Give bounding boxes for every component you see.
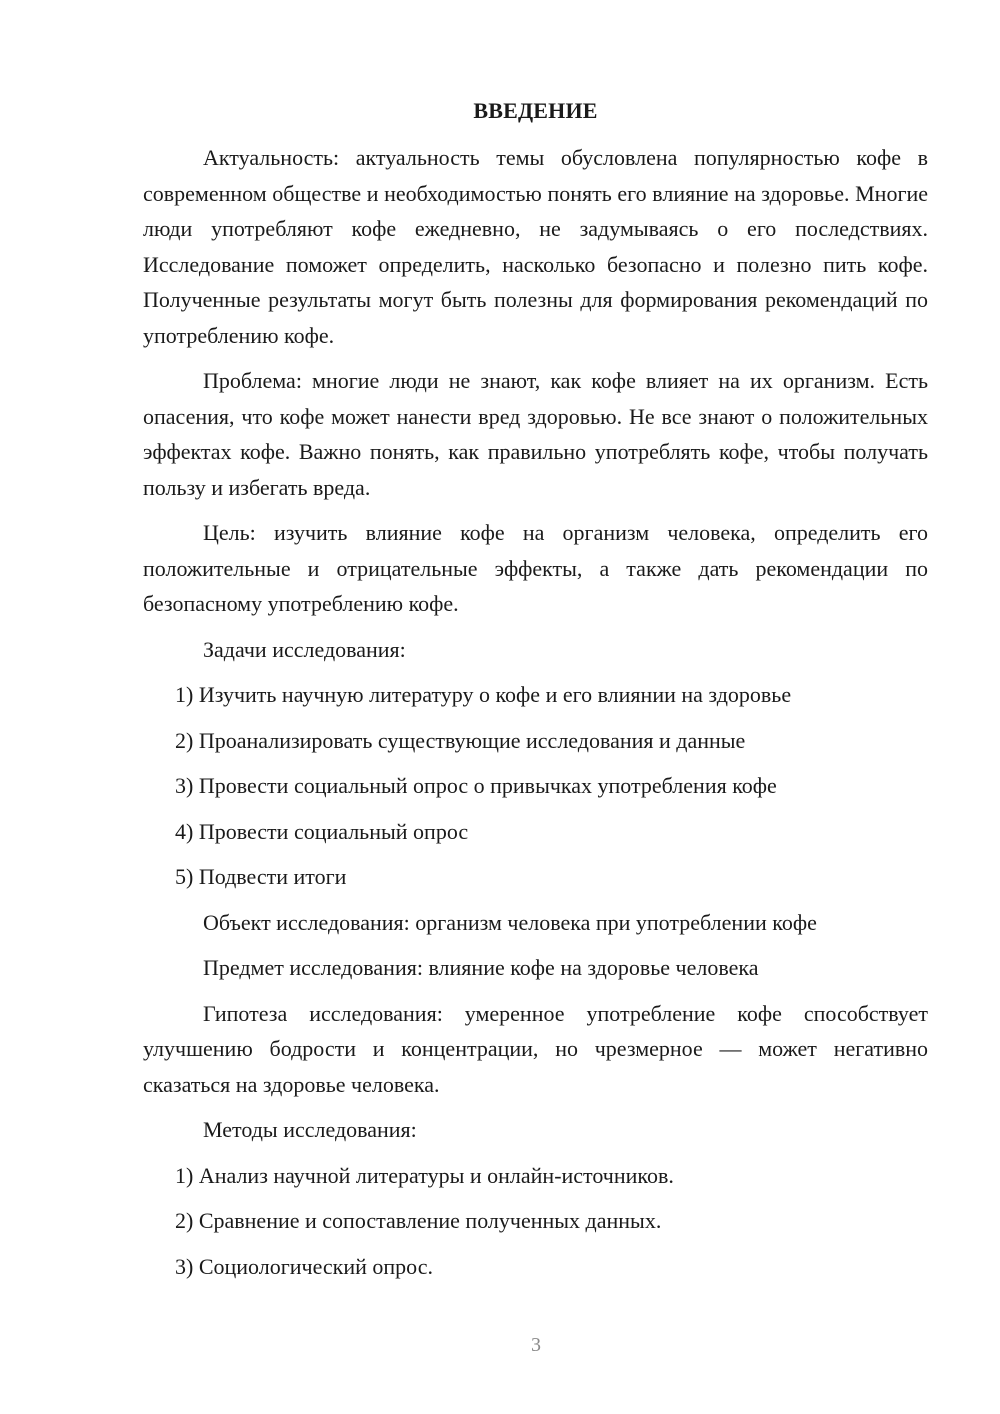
methods-list [143,1158,928,1285]
list-item: 3) Социологический опрос. [175,1253,433,1279]
goal-paragraph: Цель: изучить влияние кофе на организм человека, определить его положительные и отрицательные эффекты, а также дать рекомендации по безопасному употреблению кофе. [143,520,928,616]
methods-heading: Методы исследования: [203,1117,417,1142]
object-line: Объект исследования: организм человека при употреблении кофе [203,909,817,935]
list-item: 1) Анализ научной литературы и онлайн-источников. [175,1162,674,1188]
list-item: 2) Проанализировать существующие исследования и данные [175,727,746,753]
list-item: 1) Изучить научную литературу о кофе и его влиянии на здоровье [175,682,792,707]
list-item: 5) Подвести итоги [175,864,347,889]
list-item: 3) Провести социальный опрос о привычках употребления кофе [175,773,777,798]
page-number: 3 [531,1334,541,1356]
tasks-list [143,677,928,895]
relevance-paragraph: Актуальность: актуальность темы обусловлена популярностью кофе в современном обществе и необходимостью понять его влияние на здоровье. Многие люди употребляют кофе ежедневно, не задумываясь о его последствиях. Исследование поможет определить, насколько безопасно и полезно пить кофе. Полученные результаты могут быть полезны для формирования рекомендаций по употреблению кофе. [143,145,928,348]
tasks-heading: Задачи исследования: [203,636,406,662]
page-title: ВВЕДЕНИЕ [473,98,598,123]
document-body [143,96,928,1294]
list-item: 2) Сравнение и сопоставление полученных данных. [175,1208,662,1233]
problem-paragraph: Проблема: многие люди не знают, как кофе влияет на их организм. Есть опасения, что кофе может нанести вред здоровью. Не все знают о положительных эффектах кофе. Важно понять, как правильно употреблять кофе, чтобы получать пользу и избегать вреда. [143,368,928,500]
subject-line: Предмет исследования: влияние кофе на здоровье человека [203,955,759,980]
hypothesis-paragraph: Гипотеза исследования: умеренное употребление кофе способствует улучшению бодрости и концентрации, но чрезмерное — может негативно сказаться на здоровье человека. [143,1000,928,1097]
list-item: 4) Провести социальный опрос [175,818,469,844]
